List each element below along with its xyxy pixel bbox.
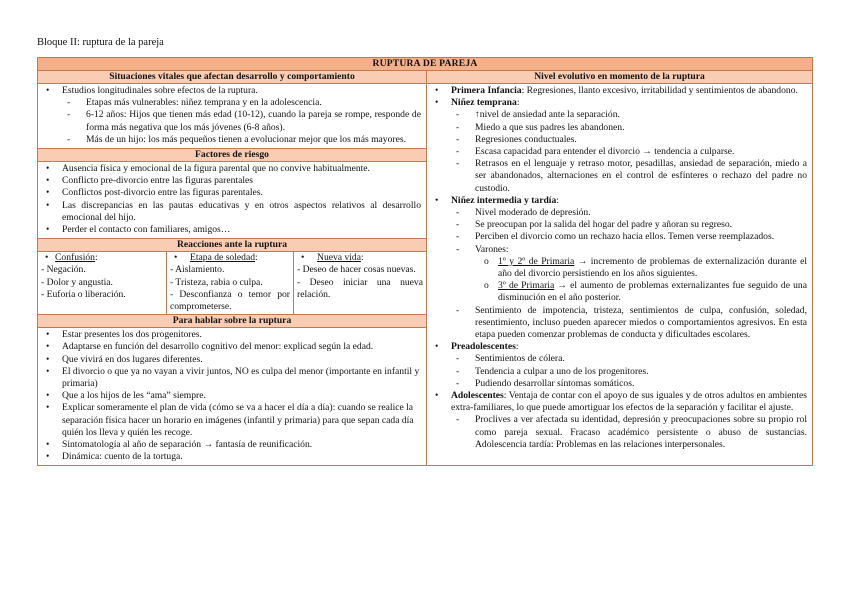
list-item: • Estudios longitudinales sobre efectos de la ruptura.	[43, 85, 421, 97]
list-item: - Regresiones conductuales.	[432, 134, 807, 146]
list-item: - Deseo de hacer cosas nuevas.	[297, 264, 416, 276]
ninez-temprana-title: • Niñez temprana:	[432, 97, 807, 109]
list-item: - Retrasos en el lenguaje y retraso motor, pesadillas, ansiedad de separación, miedo a ser abandonados, alternaciones en el control de esfínteres o rechazo del padre no custodio.	[432, 158, 807, 195]
adolescentes-item: • Adolescentes: Ventaja de contar con el apoyo de sus iguales y de otros adultos en ambientes extra-familiares, lo que puede amortiguar los efectos de la separación y facilitar el ajuste.	[432, 390, 807, 414]
list-item: - Más de un hijo: los más pequeños tienen a evolucionar mejor que los más mayores.	[43, 134, 421, 146]
list-item: - Deseo iniciar una nueva relación.	[297, 276, 423, 300]
list-item: - Desconfianza o temor por comprometerse.	[170, 288, 291, 313]
list-item: • Estar presentes los dos progenitores.	[43, 329, 421, 341]
reacciones-header: Reacciones ante la ruptura	[38, 238, 426, 252]
para-hablar-header: Para hablar sobre la ruptura	[38, 315, 426, 328]
list-item: • Que vivirá en dos lugares diferentes.	[43, 354, 421, 366]
primera-infancia-item: • Primera Infancia: Regresiones, llanto excesivo, irritabilidad y sentimientos de abandono.	[432, 85, 807, 97]
soledad-title: • Etapa de soledad:	[170, 252, 290, 264]
ninez-intermedia-title: • Niñez intermedia y tardía:	[432, 195, 807, 207]
situaciones-section	[38, 84, 426, 148]
confusion-cell	[38, 252, 167, 314]
preadolescentes-title: • Preadolescentes:	[432, 341, 807, 353]
list-item: - Escasa capacidad para entender el divorcio → tendencia a culparse.	[432, 146, 807, 158]
list-item: - Aislamiento.	[170, 264, 225, 276]
list-item: • Que a los hijos de les “ama” siempre.	[43, 390, 421, 402]
list-item: - Negación.	[41, 264, 86, 276]
list-item: • Ausencia física y emocional de la figura parental que no convive habitualmente.	[43, 163, 421, 175]
list-item: - Nivel moderado de depresión.	[432, 207, 807, 219]
list-item: • Perder el contacto con familiares, amigos…	[43, 224, 421, 236]
list-item: • Dinámica: cuento de la tortuga.	[43, 451, 421, 463]
list-item: - Miedo a que sus padres les abandonen.	[432, 122, 807, 134]
list-item: • Las discrepancias en las pautas educativas y en otros aspectos relativos al desarrollo emocional del hijo.	[43, 200, 421, 224]
list-item: • Conflictos post-divorcio entre las figuras parentales.	[43, 187, 421, 199]
factores-header: Factores de riesgo	[38, 148, 426, 162]
list-item: - Etapas más vulnerables: niñez temprana y en la adolescencia.	[43, 97, 421, 109]
list-item: - ↑nivel de ansiedad ante la separación.	[432, 109, 807, 121]
left-column	[38, 71, 427, 465]
list-item: • Explicar someramente el plan de vida (cómo se va a hacer el día a día): cuando se realice la separación física hacer un horario en imágenes (infantil y primaria) para que sepan cada día quién los lleva y quién les recoge.	[43, 402, 421, 439]
list-item: - Pudiendo desarrollar síntomas somáticos.	[432, 378, 807, 390]
list-item: - Varones:	[432, 244, 807, 256]
list-item: - Euforia o liberación.	[41, 288, 126, 300]
varones-item: o 1º y 2º de Primaria → incremento de problemas de externalización durante el año del divorcio persistiendo en los años siguientes.	[432, 256, 807, 280]
soledad-cell	[167, 252, 294, 314]
nueva-vida-cell	[294, 252, 426, 314]
list-item: - Tendencia a culpar a uno de los progenitores.	[432, 366, 807, 378]
list-item: • Conflicto pre-divorcio entre las figuras parentales	[43, 175, 421, 187]
list-item: - Tristeza, rabia o culpa.	[170, 276, 263, 288]
rupture-table	[37, 57, 813, 466]
list-item: - Sentimientos de cólera.	[432, 353, 807, 365]
right-column	[427, 71, 812, 465]
document-title: Bloque II: ruptura de la pareja	[37, 37, 164, 48]
list-item: - 6-12 años: Hijos que tienen más edad (10-12), cuando la pareja se rompe, responde de forma más negativa que los más jóvenes (6-8 años).	[43, 109, 421, 133]
table-main-header: RUPTURA DE PAREJA	[38, 58, 812, 71]
nivel-evolutivo-section	[427, 84, 812, 453]
list-item: • Adaptarse en función del desarrollo cognitivo del menor: explicad según la edad.	[43, 341, 421, 353]
nueva-vida-title: • Nueva vida:	[297, 252, 423, 264]
list-item: • El divorcio o que ya no vayan a vivir juntos, NO es culpa del menor (importante en infantil y primaria)	[43, 366, 421, 390]
list-item: • Sintomatología al año de separación → fantasía de reunificación.	[43, 439, 421, 451]
situaciones-header: Situaciones vitales que afectan desarrollo y comportamiento	[38, 71, 426, 84]
confusion-title: • Confusión:	[41, 252, 163, 264]
reacciones-grid	[38, 252, 426, 315]
varones-item: o 3º de Primaria → el aumento de problemas externalizantes fue seguido de una disminución en el año posterior.	[432, 280, 807, 304]
list-item: - Se preocupan por la salida del hogar del padre y añoran su regreso.	[432, 219, 807, 231]
factores-section	[38, 162, 426, 238]
nivel-evolutivo-header: Nivel evolutivo en momento de la ruptura	[427, 71, 812, 84]
list-item: - Sentimiento de impotencia, tristeza, sentimientos de culpa, confusión, soledad, resentimiento, incluso pueden aparecer miedos o comportamientos agresivos. En esta etapa pueden comenzar problemas de conducta y dificultades escolares.	[432, 305, 807, 342]
list-item: - Proclives a ver afectada su identidad, depresión y preocupaciones sobre su propio rol como pareja sexual. Fracaso académico persistente o abuso de sustancias. Adolescencia tardía: Problemas en las relaciones interpersonales.	[432, 414, 807, 451]
list-item: - Perciben el divorcio como un rechazo hacia ellos. Temen verse reemplazados.	[432, 231, 807, 243]
list-item: - Dolor y angustia.	[41, 276, 113, 288]
para-hablar-section	[38, 328, 426, 465]
